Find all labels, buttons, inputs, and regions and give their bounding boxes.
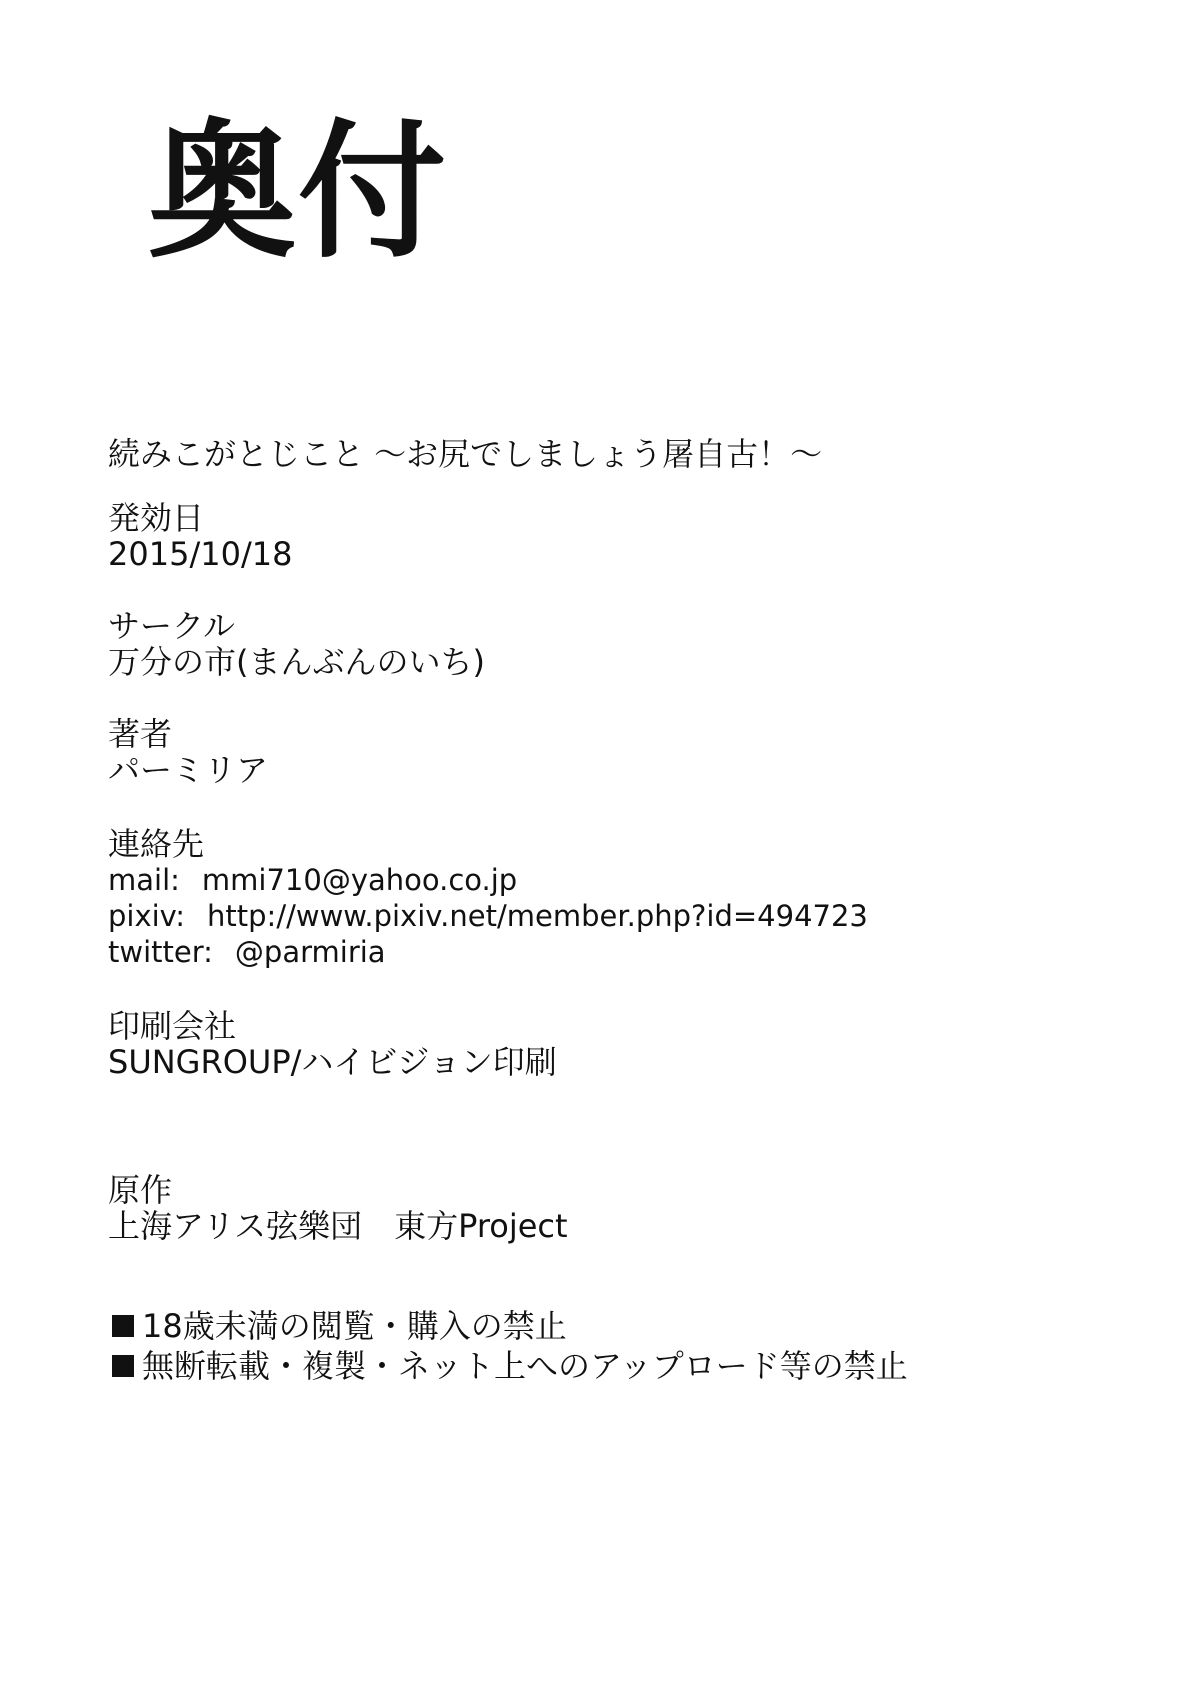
original-work-section (108, 1172, 1168, 1244)
issue-date-label: 発効日 (108, 499, 205, 537)
contact-label: 連絡先 (108, 825, 205, 863)
notices-section (108, 1306, 1168, 1386)
circle-section (108, 608, 1168, 680)
notice-item (108, 1346, 1168, 1386)
contact-twitter (108, 934, 1168, 970)
original-work-value: 上海アリス弦樂団 東方Project (108, 1207, 568, 1245)
black-square-icon (112, 1315, 134, 1337)
contact-pixiv-key: pixiv: (108, 899, 186, 933)
contact-mail (108, 862, 1168, 898)
contact-twitter-value[interactable]: @parmiria (234, 935, 386, 969)
author-name: パーミリア (108, 751, 269, 789)
book-title-section (108, 436, 1168, 472)
notice-text: 無断転載・複製・ネット上へのアップロード等の禁止 (142, 1347, 908, 1385)
printer-label: 印刷会社 (108, 1007, 237, 1045)
page-heading: 奥付 (148, 106, 448, 278)
printer-section (108, 1008, 1168, 1080)
black-square-icon (112, 1355, 134, 1377)
issue-date-section (108, 500, 1168, 572)
printer-name: SUNGROUP/ハイビジョン印刷 (108, 1043, 557, 1081)
author-label: 著者 (108, 715, 173, 753)
original-work-label: 原作 (108, 1171, 173, 1209)
book-title: 続みこがとじこと ～お尻でしましょう屠自古！～ (108, 435, 823, 473)
contact-twitter-key: twitter: (108, 935, 213, 969)
notice-text: 18歳未満の閲覧・購入の禁止 (142, 1307, 567, 1345)
issue-date-value: 2015/10/18 (108, 535, 293, 573)
contact-mail-value[interactable]: mmi710@yahoo.co.jp (201, 863, 518, 897)
author-section (108, 716, 1168, 788)
circle-name: 万分の市(まんぶんのいち) (108, 643, 485, 681)
contact-mail-key: mail: (108, 863, 180, 897)
notice-item (108, 1306, 1168, 1346)
circle-label: サークル (108, 607, 236, 645)
contact-section (108, 826, 1168, 970)
contact-pixiv-value[interactable]: http://www.pixiv.net/member.php?id=494723 (207, 899, 868, 933)
contact-pixiv (108, 898, 1168, 934)
